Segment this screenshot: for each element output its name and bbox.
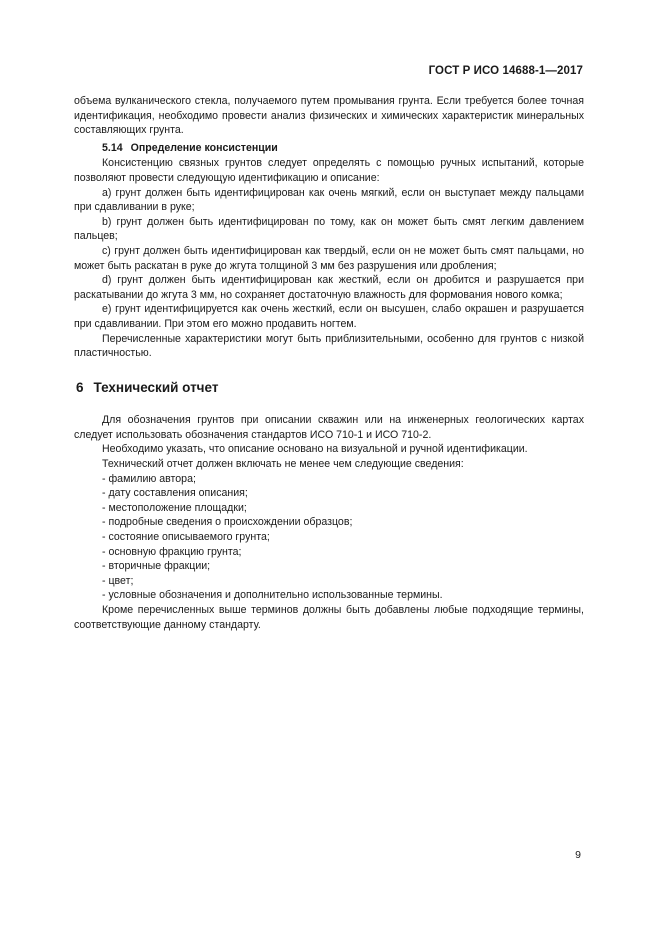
subsection-note: Перечисленные характеристики могут быть приблизительными, особенно для грунтов с низкой пластичностью.: [74, 332, 584, 360]
section-paragraph-2: Необходимо указать, что описание основано на визуальной и ручной идентификации.: [102, 443, 528, 456]
consistency-item-b: b) грунт должен быть идентифицирован по тому, как он может быть смят легким давлением пальцев;: [74, 215, 584, 243]
report-contents-list: [74, 472, 584, 603]
page-content: [74, 94, 584, 632]
list-item: - основную фракцию грунта;: [102, 545, 242, 558]
consistency-item-d: d) грунт должен быть идентифицирован как жесткий, если он дробится и разрушается при раскатывании до жгута 3 мм, но сохраняет достаточную влажность для формования нового комка;: [74, 274, 584, 301]
section-paragraph-1: Для обозначения грунтов при описании скважин или на инженерных геологических картах следует использовать обозначения стандартов ИСО 710-1 и ИСО 710-2.: [74, 414, 584, 441]
list-item: - состояние описываемого грунта;: [102, 531, 270, 544]
list-item: - подробные сведения о происхождении образцов;: [102, 516, 353, 529]
list-item: - дату составления описания;: [102, 487, 248, 500]
subsection-heading: [74, 141, 584, 156]
subsection-title: Определение консистенции: [130, 141, 278, 154]
intro-paragraph: объема вулканического стекла, получаемого путем промывания грунта. Если требуется более точная идентификация, необходимо провести анализ физических и химических характеристик минеральных составляющих грунта.: [74, 95, 584, 137]
list-item: - цвет;: [102, 574, 134, 587]
section-title: Технический отчет: [93, 379, 219, 395]
page-number: 9: [575, 849, 581, 861]
list-item: - местоположение площадки;: [102, 501, 247, 514]
standard-header: ГОСТ Р ИСО 14688-1—2017: [428, 65, 583, 77]
consistency-item-c: c) грунт должен быть идентифицирован как твердый, если он не может быть смят пальцами, но может быть раскатан в руке до жгута толщиной 3 мм без разрушения или дробления;: [74, 244, 584, 272]
list-item: - фамилию автора;: [102, 472, 196, 485]
subsection-number: 5.14: [102, 141, 123, 154]
consistency-item-e: e) грунт идентифицируется как очень жесткий, если он высушен, слабо окрашен и разрушается при сдавливании. При этом его можно продавить ногтем.: [74, 303, 584, 330]
consistency-item-a: a) грунт должен быть идентифицирован как очень мягкий, если он выступает между пальцами при сдавливании в руке;: [74, 186, 584, 214]
subsection-paragraph: Консистенцию связных грунтов следует определять с помощью ручных испытаний, которые позволяют провести следующую идентификацию и описание:: [74, 157, 584, 184]
section-paragraph-3: Технический отчет должен включать не менее чем следующие сведения:: [102, 458, 464, 471]
section-heading: [74, 381, 584, 396]
list-item: - условные обозначения и дополнительно использованные термины.: [102, 589, 443, 602]
section-number: 6: [76, 379, 84, 395]
list-item: - вторичные фракции;: [102, 560, 211, 573]
closing-paragraph: Кроме перечисленных выше терминов должны быть добавлены любые подходящие термины, соответствующие данному стандарту.: [74, 604, 584, 631]
